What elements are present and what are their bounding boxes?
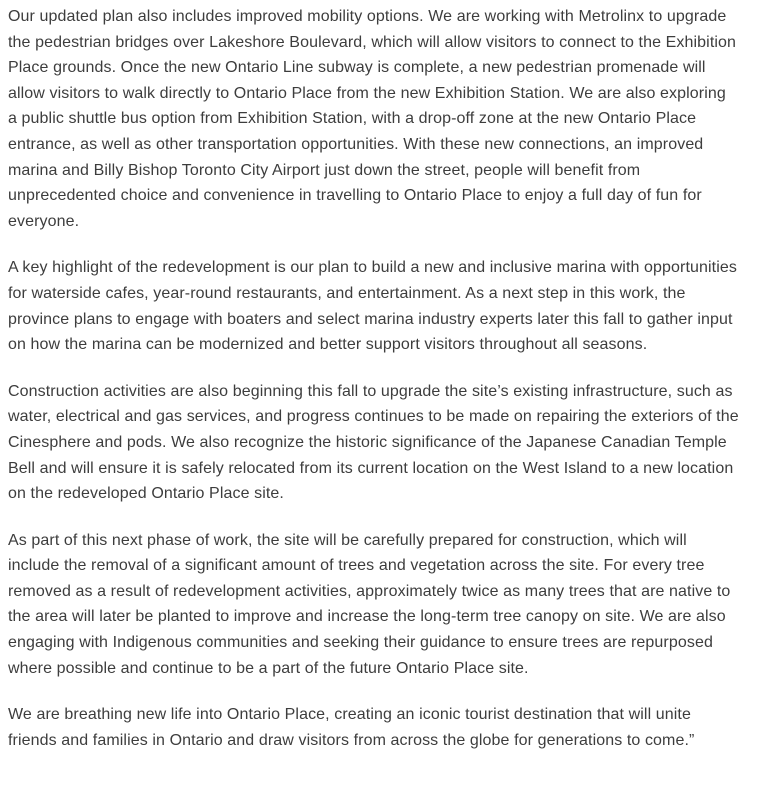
paragraph-marina-plan: A key highlight of the redevelopment is our plan to build a new and inclusive marina with opportunities for waterside cafes, year-round restaurants, and entertainment. As a next step in this work, the province plans to engage with boaters and select marina industry experts later this fall to gather input on how the marina can be modernized and better support visitors throughout all seasons. — [8, 259, 737, 354]
paragraph-closing-statement: We are breathing new life into Ontario Place, creating an iconic tourist destination that will unite friends and families in Ontario and draw visitors from across the globe for generations to come.” — [8, 706, 695, 749]
paragraph-mobility-options: Our updated plan also includes improved mobility options. We are working with Metrolinx to upgrade the pedestrian bridges over Lakeshore Boulevard, which will allow visitors to connect to the Exhibition Place grounds. Once the new Ontario Line subway is complete, a new pedestrian promenade will allow visitors to walk directly to Ontario Place from the new Exhibition Station. We are also exploring a public shuttle bus option from Exhibition Station, with a drop-off zone at the new Ontario Place entrance, as well as other transportation opportunities. With these new connections, an improved marina and Billy Bishop Toronto City Airport just down the street, people will benefit from unprecedented choice and convenience in travelling to Ontario Place to enjoy a full day of fun for everyone. — [8, 8, 737, 230]
paragraph-tree-removal: As part of this next phase of work, the site will be carefully prepared for construction, which will include the removal of a significant amount of trees and vegetation across the site. For every tree removed as a result of redevelopment activities, approximately twice as many trees that are native to the area will later be planted to improve and increase the long-term tree canopy on site. We are also engaging with Indigenous communities and seeking their guidance to ensure trees are repurposed where possible and continue to be a part of the future Ontario Place site. — [8, 531, 731, 677]
paragraph-construction-activities: Construction activities are also beginning this fall to upgrade the site’s existing infrastructure, such as water, electrical and gas services, and progress continues to be made on repairing the exteriors of the Cinesphere and pods. We also recognize the historic significance of the Japanese Canadian Temple Bell and will ensure it is safely relocated from its current location on the West Island to a new location on the redeveloped Ontario Place site. — [8, 382, 739, 503]
